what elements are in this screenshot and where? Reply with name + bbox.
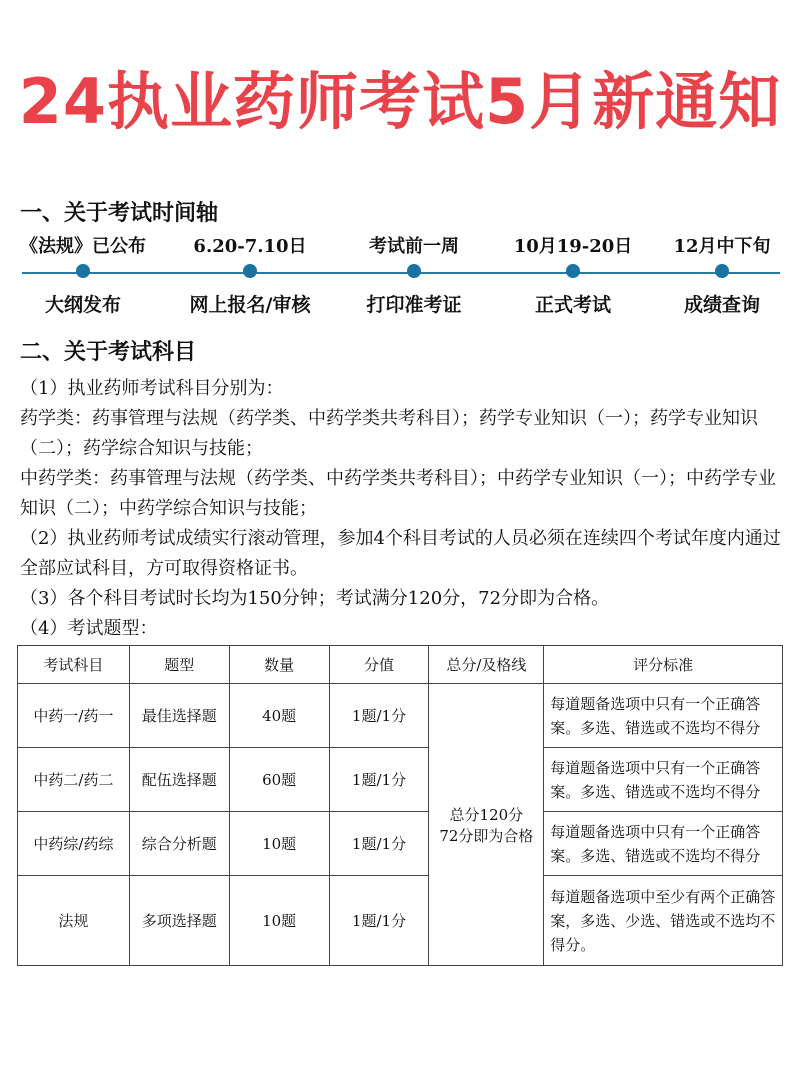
exam-timeline <box>0 232 800 322</box>
timeline-date: 《法规》已公布 <box>20 236 146 257</box>
page-title: 24执业药师考试5月新通知 <box>18 65 782 138</box>
section-heading-subjects: 二、关于考试科目 <box>20 339 197 365</box>
table-row <box>18 748 783 812</box>
timeline-dot <box>566 264 580 278</box>
question-type-cell: 最佳选择题 <box>129 684 229 748</box>
count-cell: 10题 <box>229 812 329 876</box>
value-cell: 1题/1分 <box>329 684 429 748</box>
column-header: 总分/及格线 <box>429 646 544 684</box>
question-type-cell: 配伍选择题 <box>129 748 229 812</box>
paragraph: 药学类：药事管理与法规（药学类、中药学类共考科目）；药学专业知识（一）；药学专业知识（二）；药学综合知识与技能； <box>20 408 758 459</box>
timeline-node <box>493 232 653 317</box>
subjects-description <box>20 374 788 644</box>
timeline-dot <box>76 264 90 278</box>
subject-cell: 中药二/药二 <box>18 748 130 812</box>
column-header: 分值 <box>329 646 429 684</box>
paragraph: （4）考试题型： <box>20 618 158 639</box>
timeline-event: 网上报名/审核 <box>189 294 311 316</box>
timeline-dot <box>407 264 421 278</box>
question-type-cell: 多项选择题 <box>129 876 229 966</box>
value-cell: 1题/1分 <box>329 812 429 876</box>
timeline-node <box>170 232 330 317</box>
passing-score: 72分即为合格 <box>439 826 534 845</box>
timeline-event: 打印准考证 <box>366 294 462 316</box>
timeline-node <box>642 232 800 317</box>
count-cell: 60题 <box>229 748 329 812</box>
table-header-row <box>18 646 783 684</box>
timeline-node <box>3 232 163 317</box>
timeline-dot <box>243 264 257 278</box>
standard-cell: 每道题备选项中只有一个正确答案。多选、错选或不选均不得分 <box>544 812 783 876</box>
section-heading-timeline: 一、关于考试时间轴 <box>20 200 219 226</box>
timeline-date: 12月中下旬 <box>673 236 771 257</box>
timeline-date: 10月19-20日 <box>513 236 633 257</box>
timeline-event: 成绩查询 <box>683 294 760 316</box>
subject-cell: 中药综/药综 <box>18 812 130 876</box>
paragraph: （2）执业药师考试成绩实行滚动管理，参加4个科目考试的人员必须在连续四个考试年度内通过全部应试科目，方可取得资格证书。 <box>20 528 781 579</box>
column-header: 数量 <box>229 646 329 684</box>
timeline-event: 大纲发布 <box>44 294 121 316</box>
paragraph: 中药学类：药事管理与法规（药学类、中药学类共考科目）；中药学专业知识（一）；中药学专业知识（二）；中药学综合知识与技能； <box>20 468 776 519</box>
column-header: 题型 <box>129 646 229 684</box>
total-score-cell <box>429 684 544 966</box>
subject-cell: 中药一/药一 <box>18 684 130 748</box>
value-cell: 1题/1分 <box>329 748 429 812</box>
standard-cell: 每道题备选项中至少有两个正确答案，多选、少选、错选或不选均不得分。 <box>544 876 783 966</box>
timeline-node <box>334 232 494 317</box>
table-row <box>18 812 783 876</box>
column-header: 评分标准 <box>544 646 783 684</box>
standard-cell: 每道题备选项中只有一个正确答案。多选、错选或不选均不得分 <box>544 684 783 748</box>
table-row <box>18 876 783 966</box>
timeline-dot <box>715 264 729 278</box>
timeline-date: 6.20-7.10日 <box>193 236 307 257</box>
timeline-date: 考试前一周 <box>369 236 459 257</box>
question-type-cell: 综合分析题 <box>129 812 229 876</box>
table-row <box>18 684 783 748</box>
count-cell: 10题 <box>229 876 329 966</box>
standard-cell: 每道题备选项中只有一个正确答案。多选、错选或不选均不得分 <box>544 748 783 812</box>
column-header: 考试科目 <box>18 646 130 684</box>
total-score: 总分120分 <box>449 805 524 824</box>
value-cell: 1题/1分 <box>329 876 429 966</box>
subject-cell: 法规 <box>18 876 130 966</box>
paragraph: （1）执业药师考试科目分别为： <box>20 378 284 399</box>
exam-format-table <box>17 645 783 966</box>
paragraph: （3）各个科目考试时长均为150分钟；考试满分120分，72分即为合格。 <box>20 588 610 609</box>
count-cell: 40题 <box>229 684 329 748</box>
timeline-event: 正式考试 <box>534 294 611 316</box>
